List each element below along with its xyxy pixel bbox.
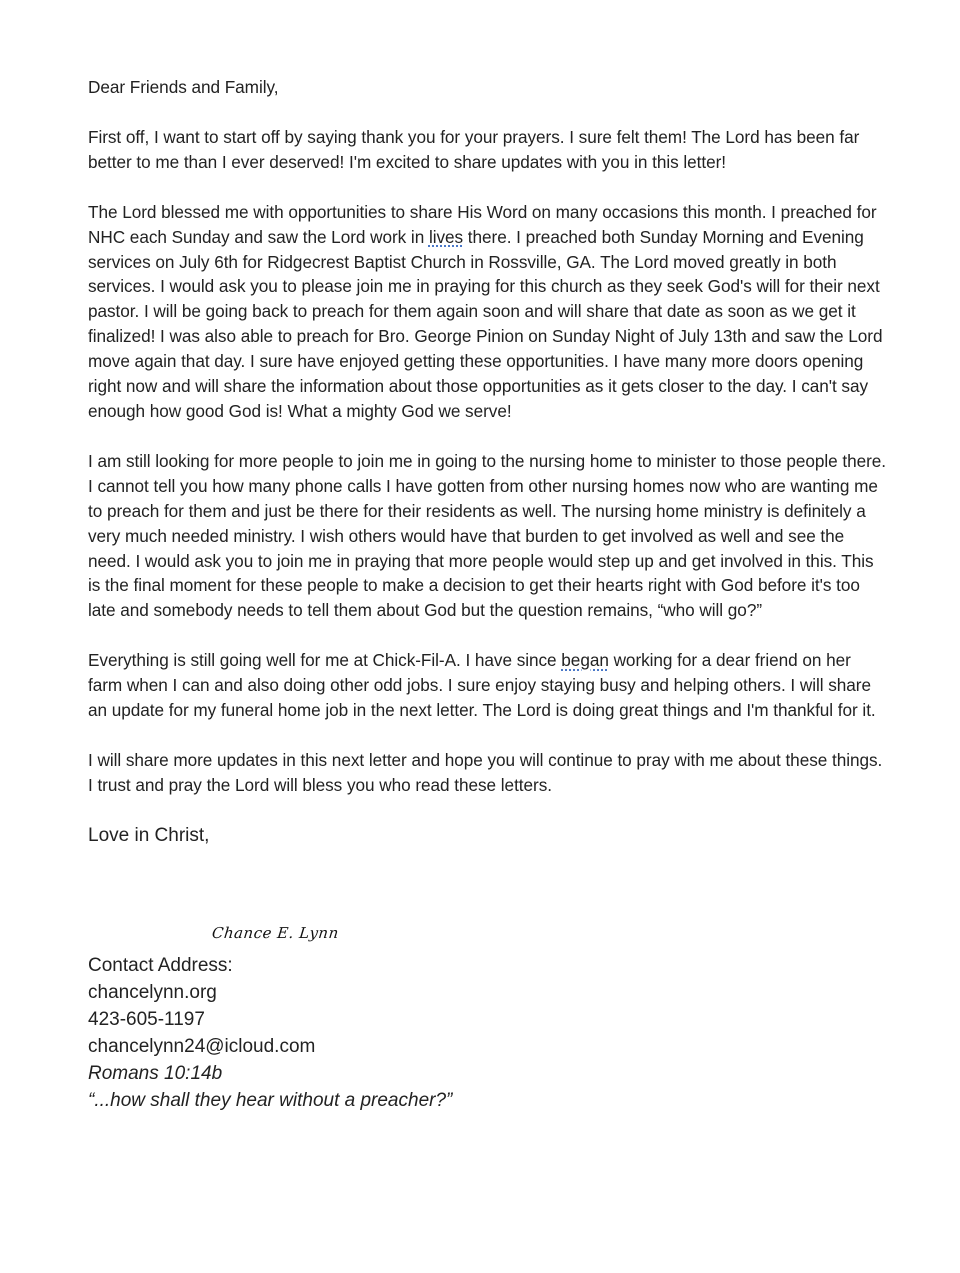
paragraph-work-text-a: Everything is still going well for me at Chick-Fil-A. I have since	[88, 650, 562, 671]
paragraph-preaching-text-b: there. I preached both Sunday Morning and Evening services on July 6th for Ridgecrest Baptist Church in Rossville, GA. The Lord moved greatly in both services. I would ask you to please join me in praying for this church as they seek God's will for their next pastor. I will be going back to preach for them again soon and will share that date as soon as we get it finalized! I was also able to preach for Bro. George Pinion on Sunday Night of July 13th and saw the Lord move again that day. I sure have enjoyed getting these opportunities. I have many more doors opening right now and will share the information about those opportunities as it gets closer to the day. I can't say enough how good God is! What a mighty God we serve!	[88, 226, 883, 421]
contact-email: chancelynn24@icloud.com	[88, 1036, 316, 1057]
closing-salutation: Love in Christ,	[88, 824, 210, 846]
paragraph-work-text-b: working for a dear friend on her farm when I can and also doing other odd jobs. I sure enjoy staying busy and helping others. I will share an update for my funeral home job in the next letter. The Lord is doing great things and I'm thankful for it.	[88, 650, 876, 721]
greeting: Dear Friends and Family,	[88, 77, 279, 97]
spellcheck-flagged-word[interactable]: lives	[428, 226, 464, 247]
contact-heading: Contact Address:	[88, 955, 233, 976]
paragraph-nursing-home: I am still looking for more people to join me in going to the nursing home to minister to those people there. I cannot tell you how many phone calls I have gotten from other nursing homes now who are wanting me to preach for them and just be there for their residents as well. The nursing home ministry is definitely a very much needed ministry. I wish others would have that burden to get involved as well and see the need. I would ask you to join me in praying that more people would step up and get involved in this. This is the final moment for these people to make a decision to get their hearts right with God before it's too late and somebody needs to tell them about God but the question remains, “who will go?”	[88, 450, 887, 621]
letter-body	[88, 75, 888, 849]
paragraph-preaching	[88, 200, 888, 424]
verse-reference: Romans 10:14b	[88, 1063, 223, 1084]
contact-phone: 423-605-1197	[88, 1009, 205, 1030]
verse-quote: “...how shall they hear without a preacher?”	[88, 1090, 453, 1111]
paragraph-preaching-text-a: The Lord blessed me with opportunities to share His Word on many occasions this month. I preached for NHC each Sunday and saw the Lord work in	[88, 201, 877, 247]
contact-block	[88, 952, 688, 1114]
paragraph-work	[88, 648, 888, 723]
handwritten-signature: Chance E. Lynn	[211, 924, 340, 942]
paragraph-thanks: First off, I want to start off by saying thank you for your prayers. I sure felt them! The Lord has been far better to me than I ever deserved! I'm excited to share updates with you in this letter!	[88, 126, 860, 172]
paragraph-closing-remarks: I will share more updates in this next letter and hope you will continue to pray with me about these things. I trust and pray the Lord will bless you who read these letters.	[88, 749, 883, 795]
contact-website: chancelynn.org	[88, 982, 217, 1003]
spellcheck-flagged-word[interactable]: began	[561, 650, 609, 671]
